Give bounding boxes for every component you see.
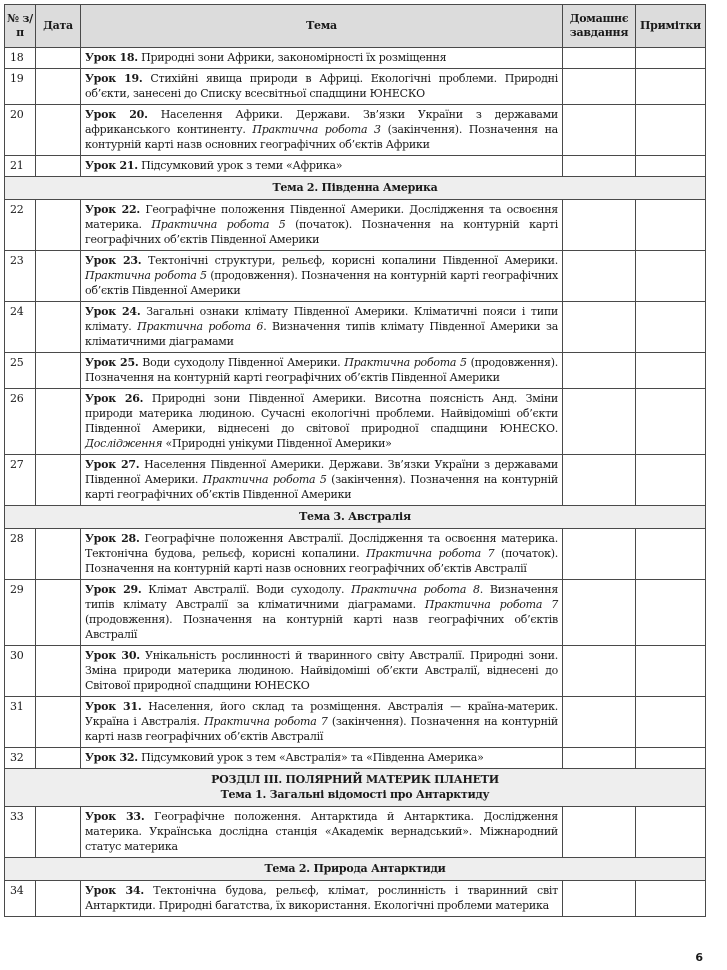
- lesson-number: 18: [5, 48, 36, 69]
- section-heading-line: РОЗДІЛ III. ПОЛЯРНИЙ МАТЕРИК ПЛАНЕТИ: [211, 773, 499, 786]
- lesson-title: Урок 25.: [85, 356, 139, 369]
- practical-work-ref: Практична робота 5: [202, 473, 327, 486]
- homework-cell: [563, 69, 636, 105]
- header-homework: Домашнє завдання: [563, 5, 636, 48]
- date-cell: [36, 200, 81, 251]
- lesson-text: Загальні ознаки клімату Південної Америки. Кліматичні пояси і типи клімату.: [85, 305, 558, 333]
- section-heading-line: Тема 3. Австралія: [299, 510, 411, 523]
- lesson-number: 30: [5, 646, 36, 697]
- lesson-number: 19: [5, 69, 36, 105]
- lesson-number: 20: [5, 105, 36, 156]
- lesson-text: . Визначення типів клімату Австралії за кліматичними діаграмами.: [85, 583, 559, 611]
- lesson-number: 24: [5, 302, 36, 353]
- lesson-topic: [81, 807, 563, 858]
- lesson-text: Клімат Австралії. Води суходолу.: [141, 583, 352, 596]
- lesson-text: (початок). Позначення на контурній карті географічних об’єктів Південної Америки: [85, 218, 559, 246]
- practical-work-ref: Практична робота 5: [151, 218, 286, 231]
- lesson-title: Урок 29.: [85, 583, 142, 596]
- lesson-text: Населення Африки. Держави. Зв’язки України з державами африканського континенту.: [85, 108, 558, 136]
- lesson-title: Урок 22.: [85, 203, 140, 216]
- date-cell: [36, 646, 81, 697]
- homework-cell: [563, 156, 636, 177]
- notes-cell: [636, 881, 706, 917]
- section-heading: [5, 506, 706, 529]
- lesson-row: [5, 251, 706, 302]
- notes-cell: [636, 251, 706, 302]
- lesson-title: Урок 18.: [85, 51, 138, 64]
- header-date: Дата: [36, 5, 81, 48]
- homework-cell: [563, 105, 636, 156]
- notes-cell: [636, 389, 706, 455]
- notes-cell: [636, 697, 706, 748]
- header-row: [5, 5, 706, 48]
- practical-work-ref: Практична робота 5: [344, 356, 467, 369]
- lesson-text: Стихійні явища природи в Африці. Екологічні проблеми. Природні об’єкти, занесені до Списку всесвітньої спадщини ЮНЕСКО: [85, 72, 558, 100]
- lesson-number: 32: [5, 748, 36, 769]
- lesson-row: [5, 881, 706, 917]
- header-notes: Примітки: [636, 5, 706, 48]
- table-header: [5, 5, 706, 48]
- date-cell: [36, 697, 81, 748]
- homework-cell: [563, 580, 636, 646]
- lesson-number: 25: [5, 353, 36, 389]
- lesson-text: Унікальність рослинності й тваринного світу Австралії. Природні зони. Зміна природи материка людиною. Найвідоміші об’єкти Австралії, віднесені до Світової природної спадщини ЮНЕСКО: [85, 649, 558, 692]
- notes-cell: [636, 646, 706, 697]
- lesson-row: [5, 529, 706, 580]
- lesson-row: [5, 48, 706, 69]
- lesson-text: (закінчення). Позначення на контурній карті назв основних географічних об’єктів Африки: [85, 123, 558, 151]
- lesson-topic: [81, 156, 563, 177]
- lesson-text: Географічне положення Південної Америки. Дослідження та освоєння материка.: [85, 203, 558, 231]
- lesson-topic: [81, 697, 563, 748]
- notes-cell: [636, 353, 706, 389]
- lesson-title: Урок 34.: [85, 884, 144, 897]
- homework-cell: [563, 389, 636, 455]
- lesson-text: Природні зони Південної Америки. Висотна поясність Анд. Зміни природи материка людиною. Сучасні екологічні проблеми. Найвідоміші об’єкти Південної Америки, віднесені до світової природної спадщини ЮНЕСКО.: [85, 392, 558, 435]
- lesson-number: 29: [5, 580, 36, 646]
- lesson-title: Урок 28.: [85, 532, 140, 545]
- lesson-row: [5, 69, 706, 105]
- date-cell: [36, 302, 81, 353]
- homework-cell: [563, 302, 636, 353]
- lesson-number: 21: [5, 156, 36, 177]
- lesson-number: 27: [5, 455, 36, 506]
- notes-cell: [636, 302, 706, 353]
- notes-cell: [636, 529, 706, 580]
- date-cell: [36, 251, 81, 302]
- lesson-number: 31: [5, 697, 36, 748]
- lesson-plan-table: [4, 4, 706, 917]
- section-heading-line: Тема 2. Природа Антарктиди: [264, 862, 446, 875]
- lesson-text: Підсумковий урок з тем «Австралія» та «Південна Америка»: [137, 751, 484, 764]
- practical-work-ref: Практична робота 6: [137, 320, 264, 333]
- practical-work-ref: Практична робота 8: [351, 583, 480, 596]
- homework-cell: [563, 748, 636, 769]
- lesson-text: Населення Південної Америки. Держави. Зв’язки України з державами Південної Америки.: [85, 458, 558, 486]
- homework-cell: [563, 353, 636, 389]
- lesson-number: 23: [5, 251, 36, 302]
- lesson-title: Урок 21.: [85, 159, 138, 172]
- lesson-number: 22: [5, 200, 36, 251]
- lesson-title: Урок 24.: [85, 305, 141, 318]
- homework-cell: [563, 807, 636, 858]
- homework-cell: [563, 529, 636, 580]
- lesson-text: «Природні унікуми Південної Америки»: [162, 437, 392, 450]
- practical-work-ref: Практична робота 7: [424, 598, 559, 611]
- lesson-row: [5, 455, 706, 506]
- practical-work-ref: Практична робота 5: [85, 269, 207, 282]
- lesson-topic: [81, 69, 563, 105]
- lesson-row: [5, 156, 706, 177]
- practical-work-ref: Практична робота 3: [252, 123, 381, 136]
- practical-work-ref: Дослідження: [85, 437, 163, 450]
- lesson-title: Урок 30.: [85, 649, 140, 662]
- notes-cell: [636, 807, 706, 858]
- lesson-text: (закінчення). Позначення на контурній карті географічних об’єктів Південної Америки: [85, 473, 558, 501]
- notes-cell: [636, 455, 706, 506]
- date-cell: [36, 529, 81, 580]
- lesson-text: (продовження). Позначення на контурній карті географічних об’єктів Південної Америки: [85, 269, 558, 297]
- lesson-text: . Визначення типів клімату Південної Америки за кліматичними діаграмами: [85, 320, 558, 348]
- notes-cell: [636, 48, 706, 69]
- practical-work-ref: Практична робота 7: [204, 715, 328, 728]
- homework-cell: [563, 251, 636, 302]
- lesson-text: Підсумковий урок з теми «Африка»: [137, 159, 343, 172]
- lesson-number: 33: [5, 807, 36, 858]
- notes-cell: [636, 580, 706, 646]
- lesson-text: Тектонічна будова, рельєф, клімат, рослинність і тваринний світ Антарктиди. Природні багатства, їх використання. Екологічні проблеми материка: [85, 884, 558, 912]
- lesson-title: Урок 32.: [85, 751, 138, 764]
- homework-cell: [563, 881, 636, 917]
- notes-cell: [636, 748, 706, 769]
- lesson-topic: [81, 881, 563, 917]
- lesson-title: Урок 23.: [85, 254, 142, 267]
- lesson-topic: [81, 580, 563, 646]
- lesson-title: Урок 26.: [85, 392, 144, 405]
- homework-cell: [563, 48, 636, 69]
- lesson-text: Географічне положення Австралії. Дослідження та освоєння материка. Тектонічна будова, рельєф, корисні копалини.: [85, 532, 558, 560]
- lesson-row: [5, 646, 706, 697]
- lesson-row: [5, 580, 706, 646]
- lesson-title: Урок 31.: [85, 700, 142, 713]
- section-heading-row: [5, 177, 706, 200]
- section-heading: [5, 769, 706, 807]
- header-num: № з/п: [5, 5, 36, 48]
- page-number: 6: [695, 951, 703, 964]
- notes-cell: [636, 105, 706, 156]
- date-cell: [36, 48, 81, 69]
- homework-cell: [563, 455, 636, 506]
- notes-cell: [636, 156, 706, 177]
- date-cell: [36, 353, 81, 389]
- lesson-text: Населення, його склад та розміщення. Австралія — країна-материк. Україна і Австралія.: [85, 700, 558, 728]
- lesson-topic: [81, 389, 563, 455]
- date-cell: [36, 807, 81, 858]
- lesson-text: Води суходолу Південної Америки.: [138, 356, 345, 369]
- lesson-text: Тектонічні структури, рельєф, корисні копалини Південної Америки.: [141, 254, 558, 267]
- practical-work-ref: Практична робота 7: [366, 547, 495, 560]
- lesson-text: (продовження). Позначення на контурній карті назв географічних об’єктів Австралії: [85, 613, 558, 641]
- date-cell: [36, 580, 81, 646]
- lesson-row: [5, 807, 706, 858]
- date-cell: [36, 881, 81, 917]
- lesson-topic: [81, 48, 563, 69]
- homework-cell: [563, 646, 636, 697]
- section-heading-row: [5, 858, 706, 881]
- lesson-number: 34: [5, 881, 36, 917]
- header-topic: Тема: [81, 5, 563, 48]
- date-cell: [36, 748, 81, 769]
- lesson-text: (початок). Позначення на контурній карті назв основних географічних об’єктів Австралії: [85, 547, 558, 575]
- lesson-row: [5, 353, 706, 389]
- lesson-topic: [81, 105, 563, 156]
- lesson-text: Географічне положення. Антарктида й Антарктика. Дослідження материка. Українська дослідна станція «Академік вернадський». Міжнародний статус материка: [85, 810, 558, 853]
- date-cell: [36, 69, 81, 105]
- lesson-number: 26: [5, 389, 36, 455]
- section-heading-row: [5, 506, 706, 529]
- lesson-title: Урок 19.: [85, 72, 143, 85]
- lesson-row: [5, 697, 706, 748]
- lesson-topic: [81, 302, 563, 353]
- notes-cell: [636, 200, 706, 251]
- date-cell: [36, 105, 81, 156]
- table-body: [5, 48, 706, 917]
- lesson-topic: [81, 529, 563, 580]
- lesson-number: 28: [5, 529, 36, 580]
- date-cell: [36, 156, 81, 177]
- notes-cell: [636, 69, 706, 105]
- lesson-row: [5, 389, 706, 455]
- lesson-row: [5, 302, 706, 353]
- lesson-row: [5, 748, 706, 769]
- lesson-topic: [81, 646, 563, 697]
- section-heading: [5, 177, 706, 200]
- lesson-topic: [81, 353, 563, 389]
- homework-cell: [563, 200, 636, 251]
- lesson-topic: [81, 455, 563, 506]
- lesson-text: (закінчення). Позначення на контурній карті назв географічних об’єктів Австралії: [85, 715, 559, 743]
- section-heading-line: Тема 1. Загальні відомості про Антарктиду: [220, 788, 490, 801]
- lesson-topic: [81, 200, 563, 251]
- section-heading-line: Тема 2. Південна Америка: [272, 181, 438, 194]
- lesson-topic: [81, 748, 563, 769]
- section-heading-row: [5, 769, 706, 807]
- section-heading: [5, 858, 706, 881]
- lesson-topic: [81, 251, 563, 302]
- date-cell: [36, 455, 81, 506]
- lesson-text: Природні зони Африки, закономірності їх розміщення: [137, 51, 447, 64]
- lesson-title: Урок 33.: [85, 810, 145, 823]
- lesson-row: [5, 200, 706, 251]
- lesson-title: Урок 27.: [85, 458, 140, 471]
- lesson-text: (продовження). Позначення на контурній карті географічних об’єктів Південної Америки: [85, 356, 558, 384]
- homework-cell: [563, 697, 636, 748]
- lesson-row: [5, 105, 706, 156]
- date-cell: [36, 389, 81, 455]
- lesson-title: Урок 20.: [85, 108, 148, 121]
